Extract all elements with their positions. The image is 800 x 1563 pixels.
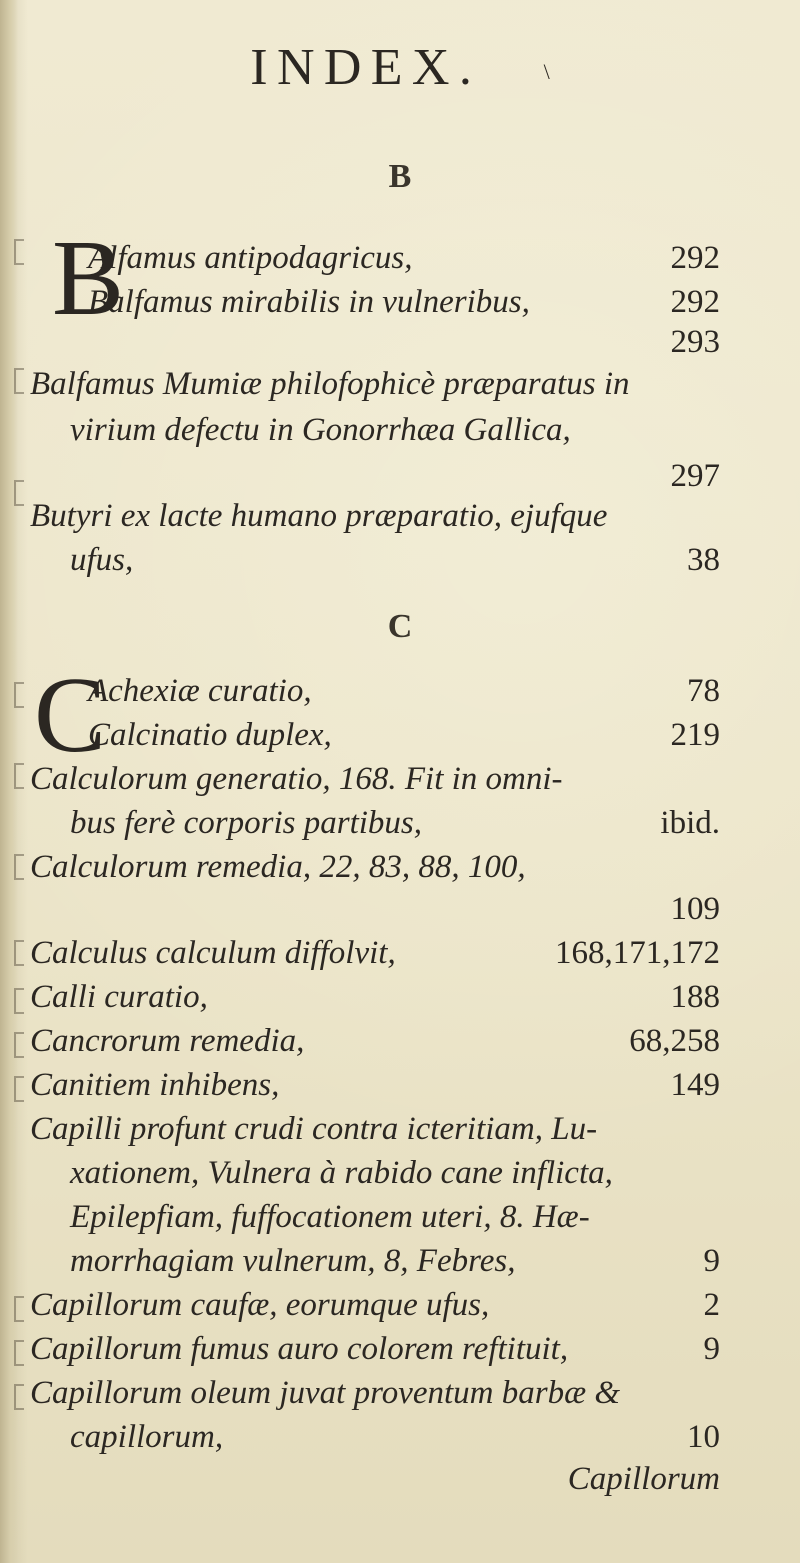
catchword: Capillorum	[567, 1461, 720, 1497]
index-entry: Calli curatio, 188	[30, 979, 720, 1015]
margin-bracket	[14, 940, 24, 966]
margin-bracket	[14, 480, 24, 506]
index-entry: 297	[670, 458, 720, 494]
index-entry: Achexiæ curatio, 78	[88, 673, 720, 709]
margin-bracket	[14, 1340, 24, 1366]
margin-bracket	[14, 854, 24, 880]
index-entry: Capillorum fumus auro colorem reftituit, 9	[30, 1331, 720, 1367]
margin-bracket	[14, 763, 24, 789]
index-entry: Calculorum generatio, 168. Fit in omni-	[30, 761, 563, 797]
index-entry: 293	[670, 324, 720, 360]
dropcap-c: C	[34, 656, 107, 775]
index-entry: 109	[670, 891, 720, 927]
index-entry: Balfamus Mumiæ philofophicè præparatus in	[30, 366, 630, 402]
section-letter-c: C	[387, 608, 413, 645]
margin-bracket	[14, 239, 24, 265]
index-entry: xationem, Vulnera à rabido cane inflicta,	[70, 1155, 613, 1191]
index-entry: morrhagiam vulnerum, 8, Febres, 9	[70, 1243, 720, 1279]
margin-bracket	[14, 1032, 24, 1058]
index-entry: Calculorum remedia, 22, 83, 88, 100,	[30, 849, 526, 885]
index-entry: Capillorum caufæ, eorumque ufus, 2	[30, 1287, 720, 1323]
margin-bracket	[14, 1076, 24, 1102]
index-entry: Capilli profunt crudi contra icteritiam, Lu-	[30, 1111, 598, 1147]
margin-bracket	[14, 988, 24, 1014]
index-title: INDEX.	[250, 39, 482, 96]
index-entry: Calcinatio duplex, 219	[88, 717, 720, 753]
index-entry: Butyri ex lacte humano præparatio, ejufque	[30, 498, 608, 534]
page-header	[0, 38, 800, 97]
margin-bracket	[14, 1296, 24, 1322]
index-entry: Canitiem inhibens, 149	[30, 1067, 720, 1103]
index-entry: Balfamus mirabilis in vulneribus, 292	[88, 284, 720, 320]
index-entry: Calculus calculum diffolvit, 168,171,172	[30, 935, 720, 971]
margin-bracket	[14, 1384, 24, 1410]
index-entry: capillorum, 10	[70, 1419, 720, 1455]
dropcap-b: B	[52, 219, 125, 338]
index-entry: ufus, 38	[70, 542, 720, 578]
margin-bracket	[14, 682, 24, 708]
index-entry: Epilepfiam, fuffocationem uteri, 8. Hæ-	[70, 1199, 590, 1235]
section-letter-b: B	[388, 158, 412, 195]
index-entry: bus ferè corporis partibus, ibid.	[70, 805, 720, 841]
index-entry: Capillorum oleum juvat proventum barbæ &	[30, 1375, 621, 1411]
margin-bracket	[14, 368, 24, 394]
index-entry: Cancrorum remedia, 68,258	[30, 1023, 720, 1059]
index-entry: Alfamus antipodagricus, 292	[88, 240, 720, 276]
index-entry: virium defectu in Gonorrhæa Gallica,	[70, 412, 571, 448]
header-mark: \	[543, 59, 550, 85]
